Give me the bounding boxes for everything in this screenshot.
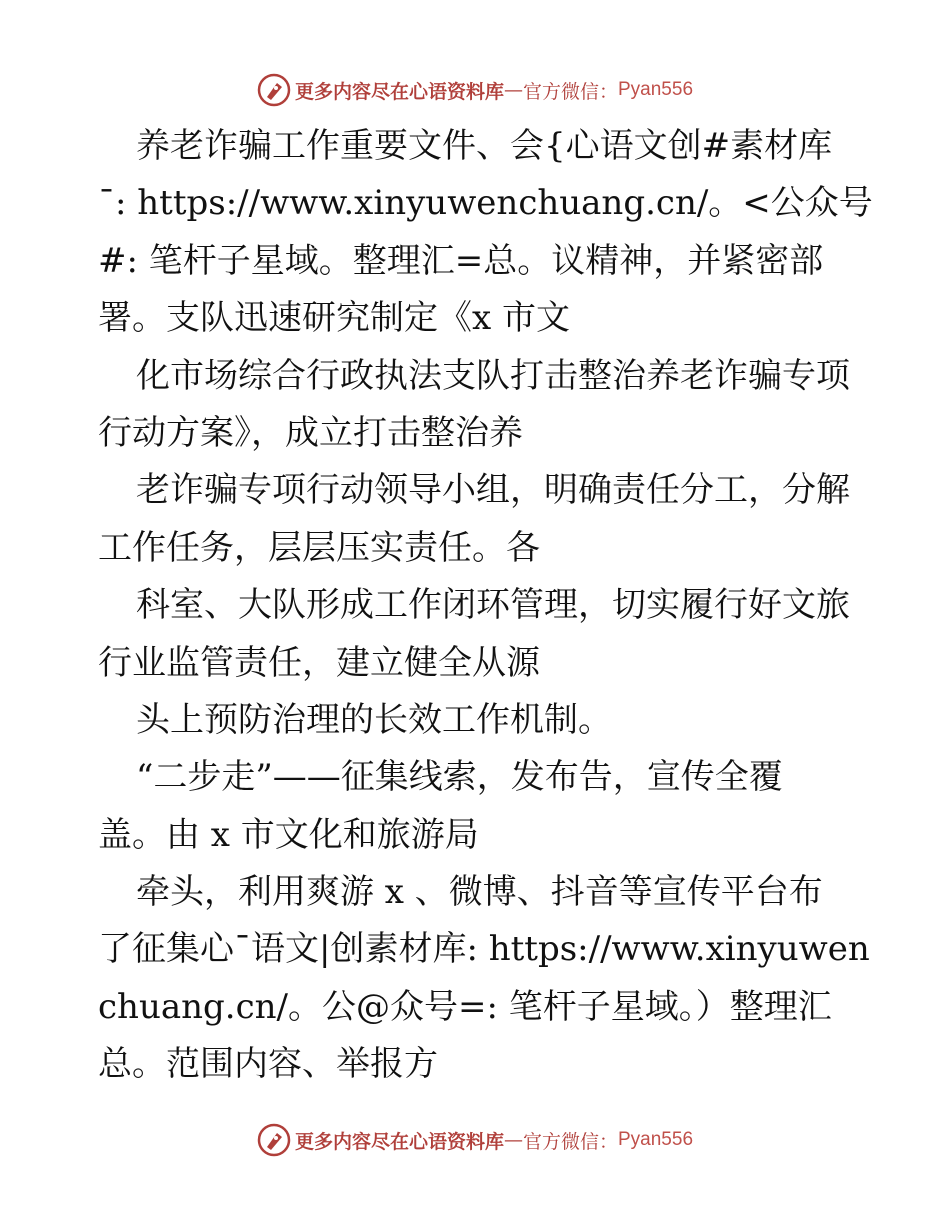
text-line: 老诈骗专项行动领导小组，明确责任分工，分解 [136, 470, 850, 511]
banner-wechat-id: Pyan556 [618, 1129, 694, 1150]
text-line: 科室、大队形成工作闭环管理，切实履行好文旅 [136, 585, 850, 626]
text-line: 养老诈骗工作重要文件、会{心语文创#素材库 [136, 126, 833, 166]
text-line: 工作任务，层层压实责任。各 [98, 527, 540, 568]
text-line: 署。支队迅速研究制定《x 市文 [98, 298, 570, 339]
text-line: 行动方案》，成立打击整治养 [98, 412, 523, 453]
pen-nib-icon [257, 73, 291, 107]
text-line: ¯: https://www.xinyuwenchuang.cn/。<公众号 [98, 183, 873, 224]
banner-official-label: 官方微信： [522, 80, 618, 103]
text-line: 化市场综合行政执法支队打击整治养老诈骗专项 [136, 355, 850, 396]
footer-banner[interactable] [0, 1120, 950, 1160]
banner-separator: — [503, 1129, 523, 1151]
text-line: 总。范围内容、举报方 [98, 1044, 438, 1085]
text-line: 行业监管责任，建立健全从源 [98, 642, 540, 683]
banner-official-label: 官方微信： [522, 1130, 618, 1153]
text-line: 了征集心¯语文|创素材库: https://www.xinyuwen [98, 929, 870, 970]
banner-title: 更多内容尽在心语资料库 [294, 1130, 504, 1153]
banner-wechat-id: Pyan556 [618, 79, 694, 100]
text-line: 头上预防治理的长效工作机制。 [136, 699, 612, 740]
banner-separator: — [503, 79, 523, 101]
banner-title: 更多内容尽在心语资料库 [294, 80, 504, 103]
pen-nib-icon [257, 1123, 291, 1157]
text-line: 盖。由 x 市文化和旅游局 [98, 814, 479, 855]
text-line: #: 笔杆子星域。整理汇=总。议精神，并紧密部 [98, 240, 824, 281]
text-line: 牵头，利用爽游 x 、微博、抖音等宣传平台布 [136, 872, 823, 913]
text-line: “二步走”——征集线索，发布告，宣传全覆 [136, 757, 783, 798]
document-body [98, 118, 873, 1094]
header-banner[interactable] [0, 70, 950, 110]
text-line: chuang.cn/。公@众号=: 笔杆子星域。）整理汇 [98, 986, 832, 1027]
